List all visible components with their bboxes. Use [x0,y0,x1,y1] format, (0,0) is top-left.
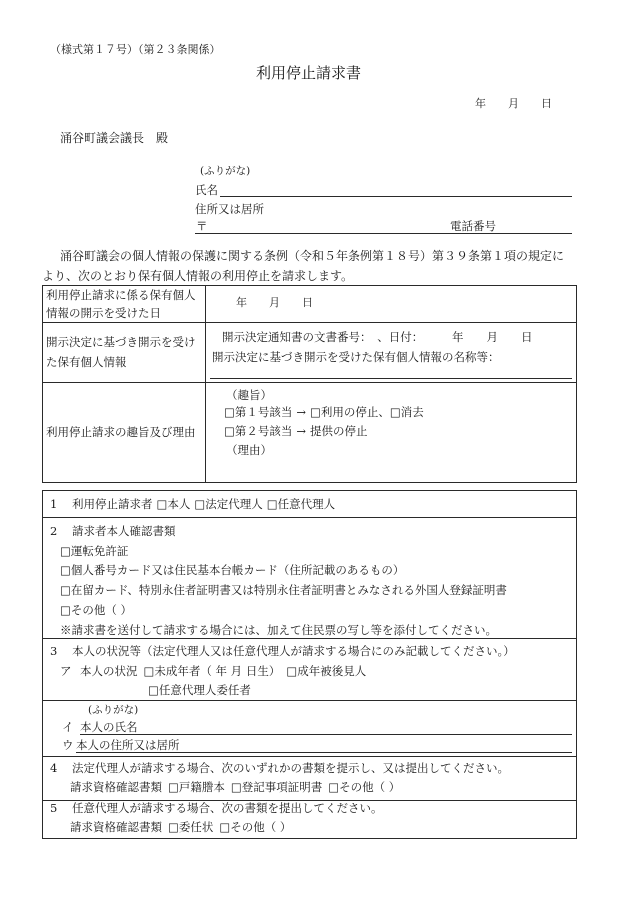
section-title: 利用停止請求者 [72,497,153,511]
other-document-checkbox[interactable]: □その他（ ） [60,603,133,617]
qualification-documents-label: 請求資格確認書類 [70,780,162,794]
postal-mark: 〒 [196,219,208,233]
section-title: 任意代理人が請求する場合、次の書類を提出してください。 [72,801,383,815]
disclosure-date-label-line-2: 情報の開示を受けた日 [46,306,161,320]
legal-agent-checkbox[interactable]: □法定代理人 [194,497,263,511]
item-marker: ア [60,664,72,678]
section-divider [42,756,577,757]
reason-field[interactable] [226,459,572,479]
adult-ward-checkbox[interactable]: □成年被後見人 [286,664,367,678]
principal-furigana-label: (ふりがな) [88,704,139,716]
family-register-checkbox[interactable]: □戸籍謄本 [168,780,225,794]
reason-heading: （理由） [226,443,272,457]
section-title: 請求者本人確認書類 [72,524,176,538]
mail-request-note: ※請求書を送付して請求する場合には、加えて住民票の写し等を添付してください。 [60,623,497,637]
clause-2-line [224,424,368,438]
erase-checkbox[interactable]: □消去 [389,405,424,419]
section-voluntary-agent-heading [50,801,383,815]
other-document-checkbox[interactable]: □その他（ ） [219,820,292,834]
table-row-divider [42,322,577,323]
postal-code-field[interactable] [195,219,447,234]
my-number-card-checkbox[interactable]: □個人番号カード又は住民基本台帳カード（住所記載のあるもの） [60,563,405,577]
clause-2-checkbox[interactable]: □第２号該当 [224,424,293,438]
residence-card-checkbox[interactable]: □在留カード、特別永住者証明書又は特別永住者証明書とみなされる外国人登録証明書 [60,583,507,597]
principal-status-label: 本人の状況 [80,664,138,678]
section-identity-documents-heading [50,524,176,538]
request-date-field[interactable]: 年 月 日 [475,97,552,110]
intro-line-1: 涌谷町議会の個人情報の保護に関する条例（令和５年条例第１８号）第３９条第１項の規定に [60,249,565,263]
clause-1-checkbox[interactable]: □第１号該当 [224,405,293,419]
section-number: 5 [50,801,58,815]
principal-address-field[interactable] [76,738,572,753]
form-number: （様式第１７号）（第２３条関係） [50,43,221,56]
voluntary-agent-checkbox[interactable]: □任意代理人 [266,497,336,511]
subsection-divider [42,700,577,701]
principal-address-label: 本人の住所又は居所 [76,738,180,752]
power-of-attorney-checkbox[interactable]: □委任状 [168,820,214,834]
section-number: 4 [50,761,58,775]
disclosed-info-label-line-2: た保有個人情報 [46,355,127,369]
section-principal-status-heading [50,644,515,658]
legal-agent-documents-line [70,780,400,794]
phone-label: 電話番号 [450,219,496,233]
section-divider [42,638,577,639]
arrow-icon: → [296,424,307,438]
registry-certificate-checkbox[interactable]: □登記事項証明書 [230,780,323,794]
other-document-checkbox[interactable]: □その他（ ） [328,780,401,794]
table-row-divider [42,382,577,383]
section-divider [42,517,577,518]
minor-checkbox[interactable]: □未成年者（ 年 月 日生） [143,664,281,678]
item-marker: イ [62,720,74,734]
intro-line-2: より、次のとおり保有個人情報の利用停止を請求します。 [42,269,354,283]
stop-provision-text: 提供の停止 [310,424,368,438]
clause-1-line [224,405,424,419]
purpose-reason-label: 利用停止請求の趣旨及び理由 [46,425,196,439]
document-title: 利用停止請求書 [256,64,362,82]
purpose-heading: （趣旨） [226,388,272,402]
principal-status-line [60,664,366,678]
qualification-documents-label: 請求資格確認書類 [70,820,162,834]
voluntary-principal-checkbox[interactable]: □任意代理人委任者 [148,683,251,697]
section-title: 本人の状況等（法定代理人又は任意代理人が請求する場合にのみ記載してください。） [72,644,515,658]
disclosed-info-name-field[interactable] [210,364,572,379]
disclosure-date-field[interactable]: 年 月 日 [236,296,313,309]
self-checkbox[interactable]: □本人 [156,497,191,511]
drivers-license-checkbox[interactable]: □運転免許証 [60,544,129,558]
addressee: 涌谷町議会議長 殿 [60,131,169,145]
separator: 、 [378,405,390,419]
requester-name-field[interactable] [220,182,572,197]
section-legal-agent-heading [50,761,509,775]
voluntary-agent-documents-line [70,820,291,834]
disclosure-notice-number-date-field[interactable]: 開示決定通知書の文書番号： 、日付： 年 月 日 [222,330,533,344]
disclosure-date-label-line-1: 利用停止請求に係る保有個人 [46,288,196,302]
suspend-use-checkbox[interactable]: □利用の停止 [310,405,379,419]
section-number: 3 [50,644,58,658]
item-marker: ウ [62,738,74,752]
table-column-divider [205,285,206,483]
section-number: 1 [50,497,58,511]
phone-number-field[interactable] [447,219,572,234]
requester-furigana-label: (ふりがな) [200,165,251,177]
arrow-icon: → [296,405,307,419]
section-number: 2 [50,524,58,538]
requester-address-label: 住所又は居所 [195,202,264,216]
requester-name-label: 氏名 [195,183,218,197]
section-requester-type [50,497,335,511]
principal-name-label: 本人の氏名 [80,720,138,734]
section-title: 法定代理人が請求する場合、次のいずれかの書類を提示し、又は提出してください。 [72,761,509,775]
disclosed-info-label-line-1: 開示決定に基づき開示を受け [46,335,196,349]
disclosed-info-name-label: 開示決定に基づき開示を受けた保有個人情報の名称等： [212,350,500,364]
principal-name-field[interactable] [80,720,572,735]
requester-address-field[interactable] [270,201,572,215]
